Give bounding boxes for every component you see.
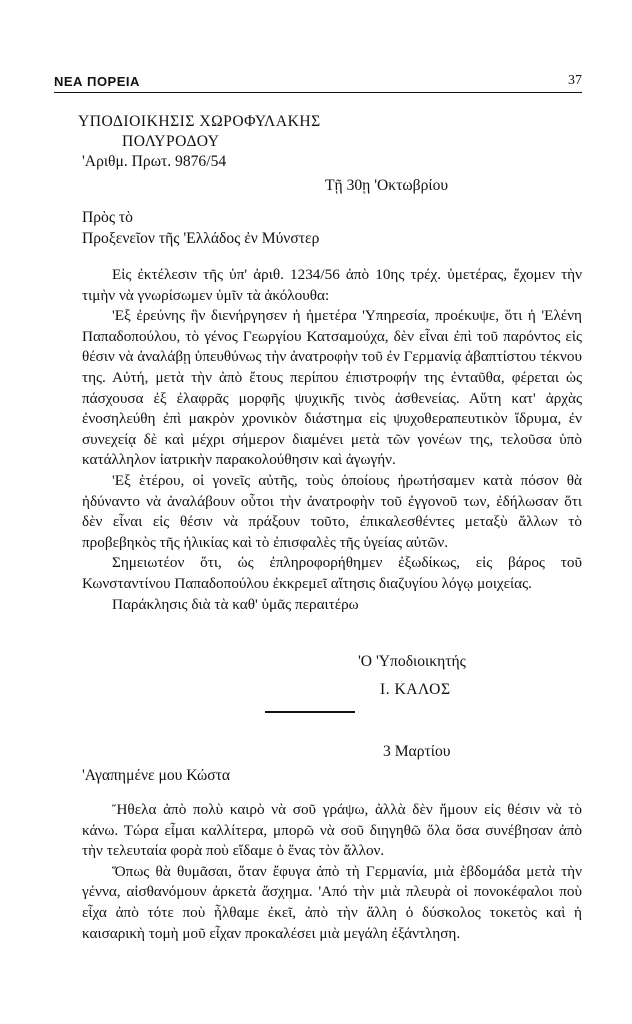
letter1-paragraph: 'Εξ ἐρεύνης ἣν διενήργησεν ἡ ἡμετέρα 'Υπηρεσία, προέκυψε, ὅτι ἡ 'Ελένη Παπαδοπούλου, τὸ γένος Γεωργίου Κατσαμούχα, δὲν εἶναι ἐπὶ τοῦ παρόντος εἰς θέσιν νὰ ἀναλάβῃ ὑπευθύνως τὴν ἀνατροφὴν τοῦ ἐν Γερμανίᾳ ἀβαπτίστου τέκνου της. Αὐτή, μετὰ τὴν ἀπὸ ἔτους περίπου ἐπιστροφήν της ἐνταῦθα, φέρεται ὡς πάσχουσα ἐξ ἐλαφρᾶς μορφῆς ψυχικῆς τινὸς ἀσθενείας. Αὕτη κατ' ἀρχὰς ἐνοσηλεύθη ἐπὶ μακρὸν χρονικὸν διάστημα εἰς ψυχοθεραπευτικὸν ἵδρυμα, ἐν συνεχείᾳ δὲ καὶ μέχρι σήμερον διαμένει μετὰ τῶν γονέων της, τελοῦσα ὑπὸ κατάλληλον ἰατρικὴν παρακολούθησιν καὶ ἀγωγήν. bbox=[82, 307, 582, 469]
authority-line-1: ΥΠΟΔΙΟΙΚΗΣΙΣ ΧΩΡΟΦΥΛΑΚΗΣ bbox=[78, 113, 321, 130]
signature-name: Ι. ΚΑΛΟΣ bbox=[380, 681, 451, 698]
letter2-salutation: 'Αγαπημένε μου Κώστα bbox=[82, 767, 231, 784]
page-number: 37 bbox=[568, 73, 582, 88]
running-header bbox=[54, 70, 582, 93]
letter1-paragraph: Εἰς ἐκτέλεσιν τῆς ὑπ' ἀριθ. 1234/56 ἀπὸ 10ης τρέχ. ὑμετέρας, ἔχομεν τὴν τιμὴν νὰ γνωρίσωμεν ὑμῖν τὰ ἀκόλουθα: bbox=[82, 266, 582, 304]
authority-line-2: ΠΟΛΥΡΟΔΟΥ bbox=[122, 133, 220, 150]
letter1-date: Τῇ 30ῃ 'Οκτωβρίου bbox=[325, 177, 449, 194]
letter2-body bbox=[82, 800, 582, 944]
letter1-paragraph: Σημειωτέον ὅτι, ὡς ἐπληροφορήθημεν ἐξωδίκως, εἰς βάρος τοῦ Κωνσταντίνου Παπαδοπούλου ἐκκρεμεῖ αἴτησις διαζυγίου λόγῳ μοιχείας. bbox=[82, 554, 582, 592]
letter2-paragraph: Ὅπως θὰ θυμᾶσαι, ὅταν ἔφυγα ἀπὸ τὴ Γερμανία, μιὰ ἑβδομάδα μετὰ τὴν γέννα, αἰσθανόμουν ἀρκετὰ ἄσχημα. 'Από τὴν μιὰ πλευρὰ οἱ πονοκέφαλοι ποὺ εἶχα ἀπὸ τότε ποὺ ἦλθαμε ἐκεῖ, ἀπὸ τὴν ἄλλη ὁ δύσκολος τοκετὸς καὶ ἡ καισαρικὴ τομὴ μοῦ εἶχαν προκαλέσει μιὰ μεγάλη ἐξάντληση. bbox=[82, 862, 582, 942]
letter1-paragraph: Παράκλησις διὰ τὰ καθ' ὑμᾶς περαιτέρω bbox=[112, 595, 359, 613]
section-divider bbox=[265, 711, 355, 713]
recipient-line-2: Προξενεῖον τῆς 'Ελλάδος ἐν Μύνστερ bbox=[82, 230, 320, 247]
journal-title: ΝΕΑ ΠΟΡΕΙΑ bbox=[54, 74, 140, 89]
letter2-paragraph: Ἤθελα ἀπὸ πολὺ καιρὸ νὰ σοῦ γράψω, ἀλλὰ δὲν ἤμουν εἰς θέσιν νὰ τὸ κάνω. Τώρα εἶμαι καλλίτερα, μπορῶ νὰ σοῦ διηγηθῶ ὅλα ὅσα συνέβησαν ἀπὸ τὴν τελευταία φορὰ ποὺ εἴδαμε ὁ ἕνας τὸν ἄλλον. bbox=[82, 801, 582, 860]
recipient-line-1: Πρὸς τὸ bbox=[82, 209, 133, 226]
letter2-date: 3 Μαρτίου bbox=[383, 743, 451, 760]
letter1-paragraph: 'Εξ ἑτέρου, οἱ γονεῖς αὐτῆς, τοὺς ὁποίους ἠρωτήσαμεν κατὰ πόσον θὰ ἠδύναντο νὰ ἀναλάβουν οὗτοι τὴν ἀνατροφὴν τοῦ ἐγγονοῦ των, ἐδήλωσαν ὅτι δὲν εἶναι εἰς θέσιν νὰ πράξουν τοῦτο, ἐπικαλεσθέντες μεταξὺ ἄλλων τὸ προβεβηκὸς τῆς ἡλικίας καὶ τὸ ἐπισφαλὲς τῆς ὑγείας αὐτῶν. bbox=[82, 471, 582, 551]
signature-role: 'Ο 'Υποδιοικητής bbox=[358, 653, 466, 670]
letter1-body bbox=[82, 265, 582, 615]
protocol-number: 'Αριθμ. Πρωτ. 9876/54 bbox=[82, 153, 227, 170]
